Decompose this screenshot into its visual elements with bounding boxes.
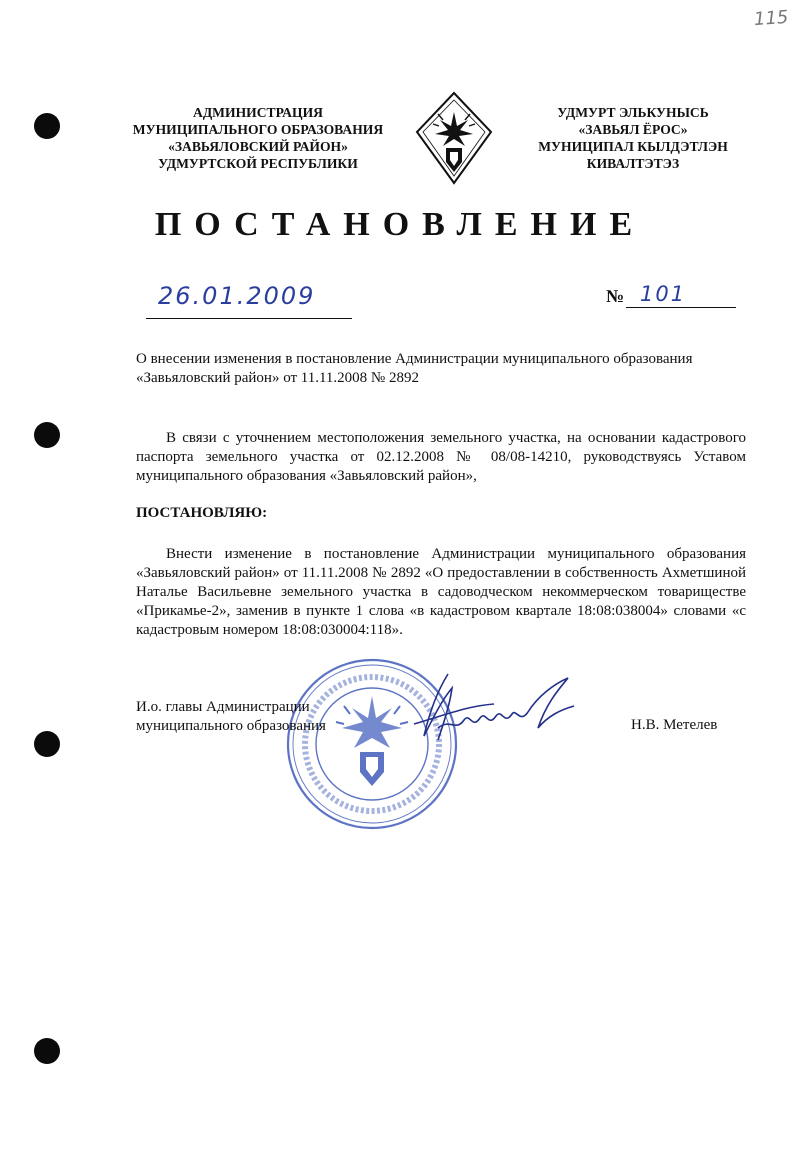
handwritten-signature	[408, 670, 578, 748]
coat-of-arms-emblem	[413, 90, 495, 186]
punch-hole	[34, 1038, 60, 1064]
header-right-line: «ЗАВЬЯЛ ЁРОС»	[578, 122, 688, 137]
number-label: №	[606, 286, 625, 306]
punch-hole	[34, 422, 60, 448]
archive-page-number: 115	[753, 6, 790, 31]
signatory-name: Н.В. Метелев	[631, 717, 718, 733]
header-right-line: МУНИЦИПАЛ КЫЛДЭТЛЭН	[538, 139, 728, 154]
header-left-line: АДМИНИСТРАЦИЯ	[193, 105, 323, 120]
header-right	[520, 104, 746, 172]
signatory-position-line: И.о. главы Администрации	[136, 699, 310, 715]
handwritten-date: 26.01.2009	[158, 282, 316, 310]
punch-hole	[34, 731, 60, 757]
handwritten-number: 101	[640, 282, 687, 306]
document-title: ПОСТАНОВЛЕНИЕ	[154, 206, 646, 243]
signatory-position-line: муниципального образования	[136, 718, 326, 734]
punch-hole	[34, 113, 60, 139]
header-left-line: МУНИЦИПАЛЬНОГО ОБРАЗОВАНИЯ	[132, 122, 384, 137]
date-underline	[146, 318, 352, 319]
number-underline	[626, 307, 736, 308]
signatory-position	[136, 698, 366, 736]
preamble-paragraph: В связи с уточнением местоположения земельного участка, на основании кадастрового паспорта земельного участка от 02.12.2008 № 08/08-14210, руководствуясь Уставом муниципального образования «Завьяловский район»,	[136, 430, 746, 484]
decree-heading: ПОСТАНОВЛЯЮ:	[136, 505, 268, 521]
header-right-line: УДМУРТ ЭЛЬКУНЫСЬ	[557, 105, 709, 120]
decree-paragraph: Внести изменение в постановление Администрации муниципального образования «Завьяловский район» от 11.11.2008 № 2892 «О предоставлении в собственность Ахметшиной Наталье Васильевне земельного участка в садоводческом некоммерческом товариществе «Прикамье-2», заменив в пункте 1 слова «в кадастровом квартале 18:08:038004» словами «с кадастровым номером 18:08:030004:118».	[136, 546, 746, 638]
header-left-line: «ЗАВЬЯЛОВСКИЙ РАЙОН»	[168, 139, 348, 154]
document-subject: О внесении изменения в постановление Администрации муниципального образования «Завьяловский район» от 11.11.2008 № 2892	[136, 351, 693, 386]
header-right-line: КИВАЛТЭТЭЗ	[586, 156, 680, 171]
header-left-line: УДМУРТСКОЙ РЕСПУБЛИКИ	[158, 156, 358, 171]
header-left	[112, 104, 404, 172]
